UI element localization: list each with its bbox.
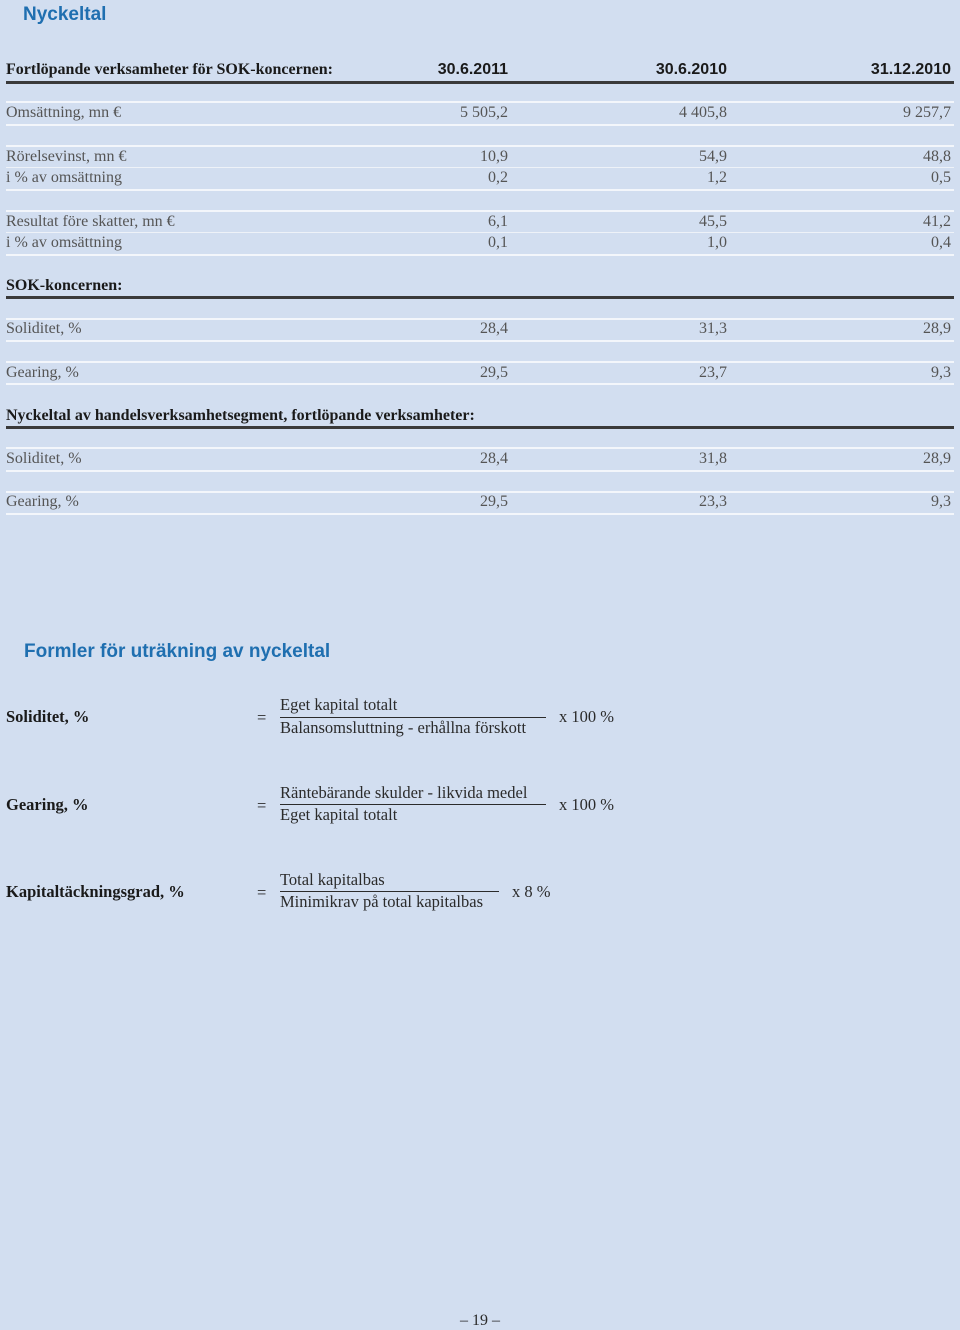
formula-numerator: Eget kapital totalt (280, 695, 398, 714)
cell-dec2010: 28,9 (923, 320, 951, 337)
cell-dec2010: 9,3 (931, 493, 951, 510)
row-label: i % av omsättning (6, 234, 122, 251)
table-row (6, 448, 954, 470)
cell-dec2010: 41,2 (923, 213, 951, 230)
section-heading (6, 405, 954, 427)
row-divider (6, 124, 954, 126)
cell-2010: 1,2 (707, 169, 727, 186)
formula-multiplier: x 100 % (559, 707, 614, 726)
cell-2011: 10,9 (480, 148, 508, 165)
cell-2011: 5 505,2 (460, 104, 508, 121)
table-row (6, 167, 954, 189)
table-row (6, 102, 954, 124)
section-divider (6, 296, 954, 299)
cell-2011: 29,5 (480, 493, 508, 510)
row-label: Omsättning, mn € (6, 104, 122, 121)
cell-2010: 54,9 (699, 148, 727, 165)
section-heading-label: SOK-koncernen: (6, 277, 123, 294)
section-heading (6, 275, 954, 297)
cell-2010: 23,7 (699, 364, 727, 381)
formula-multiplier: x 8 % (512, 882, 551, 901)
row-divider (6, 189, 954, 191)
table-row (6, 318, 954, 340)
row-divider (6, 470, 954, 472)
formula-kapitaltackning (6, 870, 946, 920)
row-label: Rörelsevinst, mn € (6, 148, 127, 165)
cell-2010: 4 405,8 (679, 104, 727, 121)
cell-dec2010: 0,4 (931, 234, 951, 251)
table-row (6, 232, 954, 254)
page-title: Nyckeltal (23, 4, 107, 25)
cell-dec2010: 0,5 (931, 169, 951, 186)
formula-denominator: Balansomsluttning - erhållna förskott (280, 718, 527, 737)
header-col3: 31.12.2010 (870, 61, 951, 78)
header-col2: 30.6.2010 (655, 61, 727, 78)
cell-2010: 31,8 (699, 450, 727, 467)
cell-2011: 0,1 (488, 234, 508, 251)
row-label: Gearing, % (6, 364, 79, 381)
table-row (6, 211, 954, 233)
formulas-title: Formler för uträkning av nyckeltal (24, 641, 331, 662)
cell-2010: 1,0 (707, 234, 727, 251)
cell-2011: 29,5 (480, 364, 508, 381)
cell-2010: 45,5 (699, 213, 727, 230)
table-row (6, 491, 954, 513)
row-label: Soliditet, % (6, 450, 82, 467)
table-row (6, 146, 954, 168)
formula-equals: = (257, 708, 267, 727)
formula-soliditet (6, 695, 946, 745)
header-label: Fortlöpande verksamheter för SOK-koncernen: (6, 61, 333, 78)
row-label: Resultat före skatter, mn € (6, 213, 175, 230)
cell-2010: 23,3 (699, 493, 727, 510)
page-number: – 19 – (460, 1312, 500, 1329)
row-divider (6, 340, 954, 342)
cell-dec2010: 28,9 (923, 450, 951, 467)
row-divider (6, 383, 954, 385)
section-heading-label: Nyckeltal av handelsverksamhetsegment, fortlöpande verksamheter: (6, 407, 475, 424)
cell-dec2010: 9,3 (931, 364, 951, 381)
table-row (6, 362, 954, 384)
row-label: Gearing, % (6, 493, 79, 510)
formula-denominator: Minimikrav på total kapitalbas (280, 892, 483, 911)
formula-denominator: Eget kapital totalt (280, 805, 398, 824)
table-header (6, 59, 954, 81)
cell-2011: 0,2 (488, 169, 508, 186)
cell-dec2010: 48,8 (923, 148, 951, 165)
formula-numerator: Total kapitalbas (280, 870, 385, 889)
formula-equals: = (257, 796, 267, 815)
formula-gearing (6, 783, 946, 833)
header-divider (6, 81, 954, 84)
cell-dec2010: 9 257,7 (903, 104, 951, 121)
formula-numerator: Räntebärande skulder - likvida medel (280, 783, 528, 802)
formula-equals: = (257, 883, 267, 902)
row-label: Soliditet, % (6, 320, 82, 337)
formula-label: Kapitaltäckningsgrad, % (6, 882, 185, 901)
cell-2011: 6,1 (488, 213, 508, 230)
formula-label: Gearing, % (6, 795, 89, 814)
formula-multiplier: x 100 % (559, 795, 614, 814)
row-divider (6, 513, 954, 515)
formula-label: Soliditet, % (6, 707, 90, 726)
header-col1: 30.6.2011 (437, 61, 508, 78)
row-label: i % av omsättning (6, 169, 122, 186)
cell-2011: 28,4 (480, 450, 508, 467)
cell-2011: 28,4 (480, 320, 508, 337)
cell-2010: 31,3 (699, 320, 727, 337)
section-divider (6, 426, 954, 429)
row-divider (6, 254, 954, 256)
